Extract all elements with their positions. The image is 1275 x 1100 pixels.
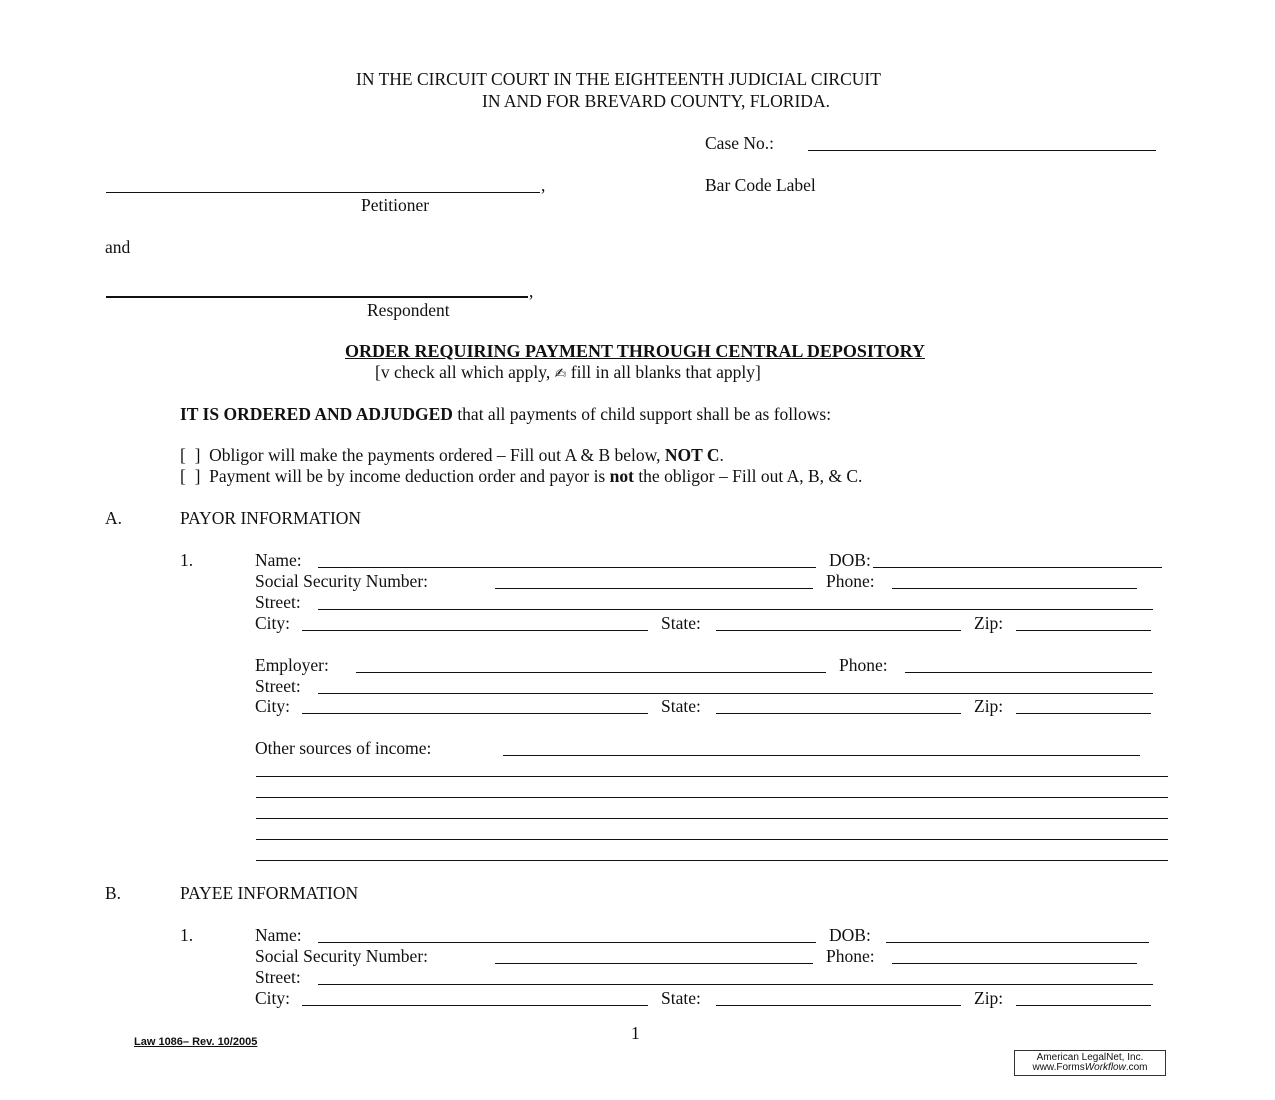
employer-zip-field[interactable] [1016, 713, 1151, 714]
payee-zip-field[interactable] [1016, 1005, 1151, 1006]
employer-label: Employer: [255, 655, 329, 675]
option-obligor-bold: NOT C [664, 445, 720, 465]
employer-street-label: Street: [255, 676, 301, 696]
payor-ssn-field[interactable] [495, 588, 813, 589]
option-income-deduction-post: the obligor – Fill out A, B, & C. [633, 466, 863, 486]
respondent-comma: , [529, 281, 534, 301]
employer-street-field[interactable] [318, 693, 1153, 694]
ordered-paragraph [180, 404, 831, 424]
petitioner-comma: , [541, 175, 546, 195]
other-income-line-4[interactable] [256, 839, 1168, 840]
publisher-url [1018, 1063, 1162, 1073]
respondent-name-field[interactable] [106, 296, 528, 298]
option-obligor-post: . [719, 445, 724, 465]
payor-street-label: Street: [255, 592, 301, 612]
page-number: 1 [631, 1023, 640, 1043]
option-income-deduction-text: Payment will be by income deduction order and payor is [209, 466, 610, 486]
payor-dob-field[interactable] [873, 567, 1162, 568]
petitioner-name-field[interactable] [106, 192, 540, 193]
payee-zip-label: Zip: [974, 988, 1004, 1008]
employer-phone-field[interactable] [905, 672, 1152, 673]
other-income-line-3[interactable] [256, 818, 1168, 819]
instructions-check-text: check all which apply, [389, 362, 555, 382]
ordered-rest: that all payments of child support shall be as follows: [452, 404, 832, 424]
option-obligor-checkbox[interactable]: [ ] [180, 445, 201, 465]
payor-state-label: State: [661, 613, 701, 633]
publisher-url-suffix: .com [1125, 1062, 1148, 1073]
payee-street-label: Street: [255, 967, 301, 987]
other-income-line-1[interactable] [256, 776, 1168, 777]
payee-name-label: Name: [255, 925, 302, 945]
section-b-item-number: 1. [180, 925, 194, 945]
payee-dob-field[interactable] [886, 942, 1149, 943]
employer-field[interactable] [356, 672, 826, 673]
respondent-label: Respondent [367, 300, 450, 320]
section-a-letter: A. [105, 508, 123, 528]
petitioner-label: Petitioner [361, 195, 430, 215]
employer-state-label: State: [661, 696, 701, 716]
option-income-deduction-checkbox[interactable]: [ ] [180, 466, 201, 486]
payor-dob-label: DOB: [829, 550, 871, 570]
publisher-stamp [1014, 1050, 1166, 1076]
payee-phone-label: Phone: [826, 946, 875, 966]
employer-zip-label: Zip: [974, 696, 1004, 716]
employer-city-label: City: [255, 696, 291, 716]
payor-name-field[interactable] [318, 567, 816, 568]
option-obligor [180, 445, 724, 465]
pen-icon: ✍ [554, 366, 567, 382]
payor-zip-field[interactable] [1016, 630, 1151, 631]
payor-phone-label: Phone: [826, 571, 875, 591]
payee-dob-label: DOB: [829, 925, 871, 945]
court-header-line1: IN THE CIRCUIT COURT IN THE EIGHTEENTH JUDICIAL CIRCUIT [356, 69, 881, 89]
payor-name-label: Name: [255, 550, 302, 570]
form-code: Law 1086– Rev. 10/2005 [134, 1036, 258, 1048]
case-no-label: Case No.: [705, 133, 775, 153]
payee-phone-field[interactable] [892, 963, 1137, 964]
employer-city-field[interactable] [302, 713, 648, 714]
payee-city-label: City: [255, 988, 291, 1008]
payor-street-field[interactable] [318, 609, 1153, 610]
payee-city-field[interactable] [302, 1005, 648, 1006]
bar-code-label: Bar Code Label [705, 175, 816, 195]
section-a-item-number: 1. [180, 550, 194, 570]
employer-phone-label: Phone: [839, 655, 888, 675]
instructions-fill-text: fill in all blanks that apply] [566, 362, 761, 382]
other-income-line-5[interactable] [256, 860, 1168, 861]
case-no-field[interactable] [808, 150, 1156, 151]
payee-state-field[interactable] [716, 1005, 961, 1006]
payor-phone-field[interactable] [892, 588, 1137, 589]
payor-city-label: City: [255, 613, 291, 633]
option-obligor-text: Obligor will make the payments ordered – Fill out A & B below, [209, 445, 665, 465]
option-income-deduction [180, 466, 862, 486]
payor-city-field[interactable] [302, 630, 648, 631]
payor-ssn-label: Social Security Number: [255, 571, 429, 591]
payor-zip-label: Zip: [974, 613, 1004, 633]
and-label: and [105, 237, 131, 257]
ordered-bold: IT IS ORDERED AND ADJUDGED [180, 404, 453, 424]
payee-state-label: State: [661, 988, 701, 1008]
option-income-deduction-bold: not [609, 466, 634, 486]
other-income-field[interactable] [503, 755, 1140, 756]
other-income-line-2[interactable] [256, 797, 1168, 798]
document-title: ORDER REQUIRING PAYMENT THROUGH CENTRAL DEPOSITORY [345, 341, 925, 361]
instructions-line [375, 362, 761, 384]
instructions-open-bracket: [ [375, 362, 381, 382]
publisher-url-prefix: www.Forms [1032, 1062, 1085, 1073]
payee-name-field[interactable] [318, 942, 816, 943]
payee-ssn-label: Social Security Number: [255, 946, 429, 966]
publisher-url-italic: Workflow [1084, 1062, 1126, 1073]
payee-street-field[interactable] [318, 984, 1153, 985]
employer-state-field[interactable] [716, 713, 961, 714]
section-b-letter: B. [105, 883, 122, 903]
payee-ssn-field[interactable] [495, 963, 813, 964]
section-b-heading: PAYEE INFORMATION [180, 883, 359, 903]
payor-state-field[interactable] [716, 630, 961, 631]
publisher-name: American LegalNet, Inc. [1036, 1052, 1144, 1063]
court-header-line2: IN AND FOR BREVARD COUNTY, FLORIDA. [482, 91, 830, 111]
other-income-label: Other sources of income: [255, 738, 432, 758]
check-mark-icon: v [380, 362, 390, 382]
section-a-heading: PAYOR INFORMATION [180, 508, 362, 528]
